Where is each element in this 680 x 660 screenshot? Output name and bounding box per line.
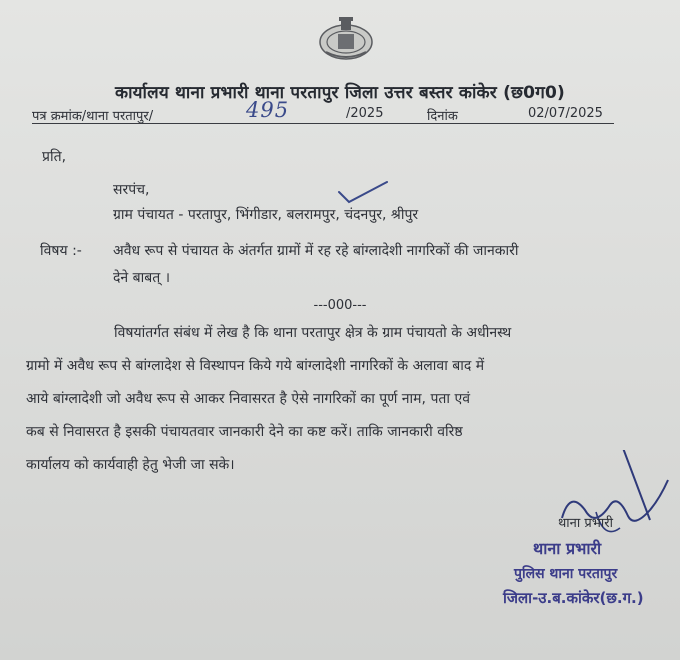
- body-line-5: कार्यालय को कार्यवाही हेतु भेजी जा सके।: [26, 457, 235, 473]
- date-value: 02/07/2025: [528, 106, 603, 121]
- reference-number: 495: [246, 98, 290, 122]
- reference-label: पत्र क्रमांक/थाना परतापुर/: [32, 109, 154, 124]
- stamp-line-2: पुलिस थाना परतापुर: [514, 566, 618, 582]
- body-line-2: ग्रामो में अवैध रूप से बांग्लादेश से विस्थापन किये गये बांग्लादेशी नागरिकों के अलावा बाद में: [26, 358, 485, 374]
- reference-underline: [32, 123, 614, 124]
- addressee-title: सरपंच,: [113, 182, 150, 198]
- stamp-line-1: थाना प्रभारी: [533, 539, 602, 558]
- signature-designation: थाना प्रभारी: [558, 516, 613, 531]
- body-line-4: कब से निवासरत है इसकी पंचायतवार जानकारी देने का कष्ट करें। ताकि जानकारी वरिष्ठ: [26, 424, 463, 440]
- reference-line: [32, 98, 614, 126]
- separator: ---000---: [313, 298, 367, 313]
- subject-label: विषय :-: [40, 243, 82, 259]
- subject-line-2: देने बाबत् ।: [113, 270, 171, 286]
- salutation: प्रति,: [42, 149, 67, 165]
- date-label: दिनांक: [427, 109, 458, 124]
- body-line-1: विषयांतर्गत संबंध में लेख है कि थाना परतापुर क्षेत्र के ग्राम पंचायतो के अधीनस्थ: [114, 325, 512, 341]
- body-line-3: आये बांग्लादेशी जो अवैध रूप से आकर निवासरत है ऐसे नागरिकों का पूर्ण नाम, पता एवं: [26, 391, 470, 407]
- tick-mark-icon: [333, 178, 393, 206]
- reference-year: /2025: [346, 106, 384, 121]
- police-emblem-icon: [316, 12, 376, 64]
- office-title: कार्यालय थाना प्रभारी थाना परतापुर जिला उत्तर बस्तर कांकेर (छ0ग0): [115, 83, 565, 103]
- stamp-line-3: जिला-उ.ब.कांकेर(छ.ग.): [503, 589, 644, 607]
- subject-line-1: अवैध रूप से पंचायत के अंतर्गत ग्रामों में रह रहे बांग्लादेशी नागरिकों की जानकारी: [113, 243, 519, 259]
- addressee-villages: ग्राम पंचायत - परतापुर, भिंगीडार, बलरामपुर, चंदनपुर, श्रीपुर: [113, 207, 419, 223]
